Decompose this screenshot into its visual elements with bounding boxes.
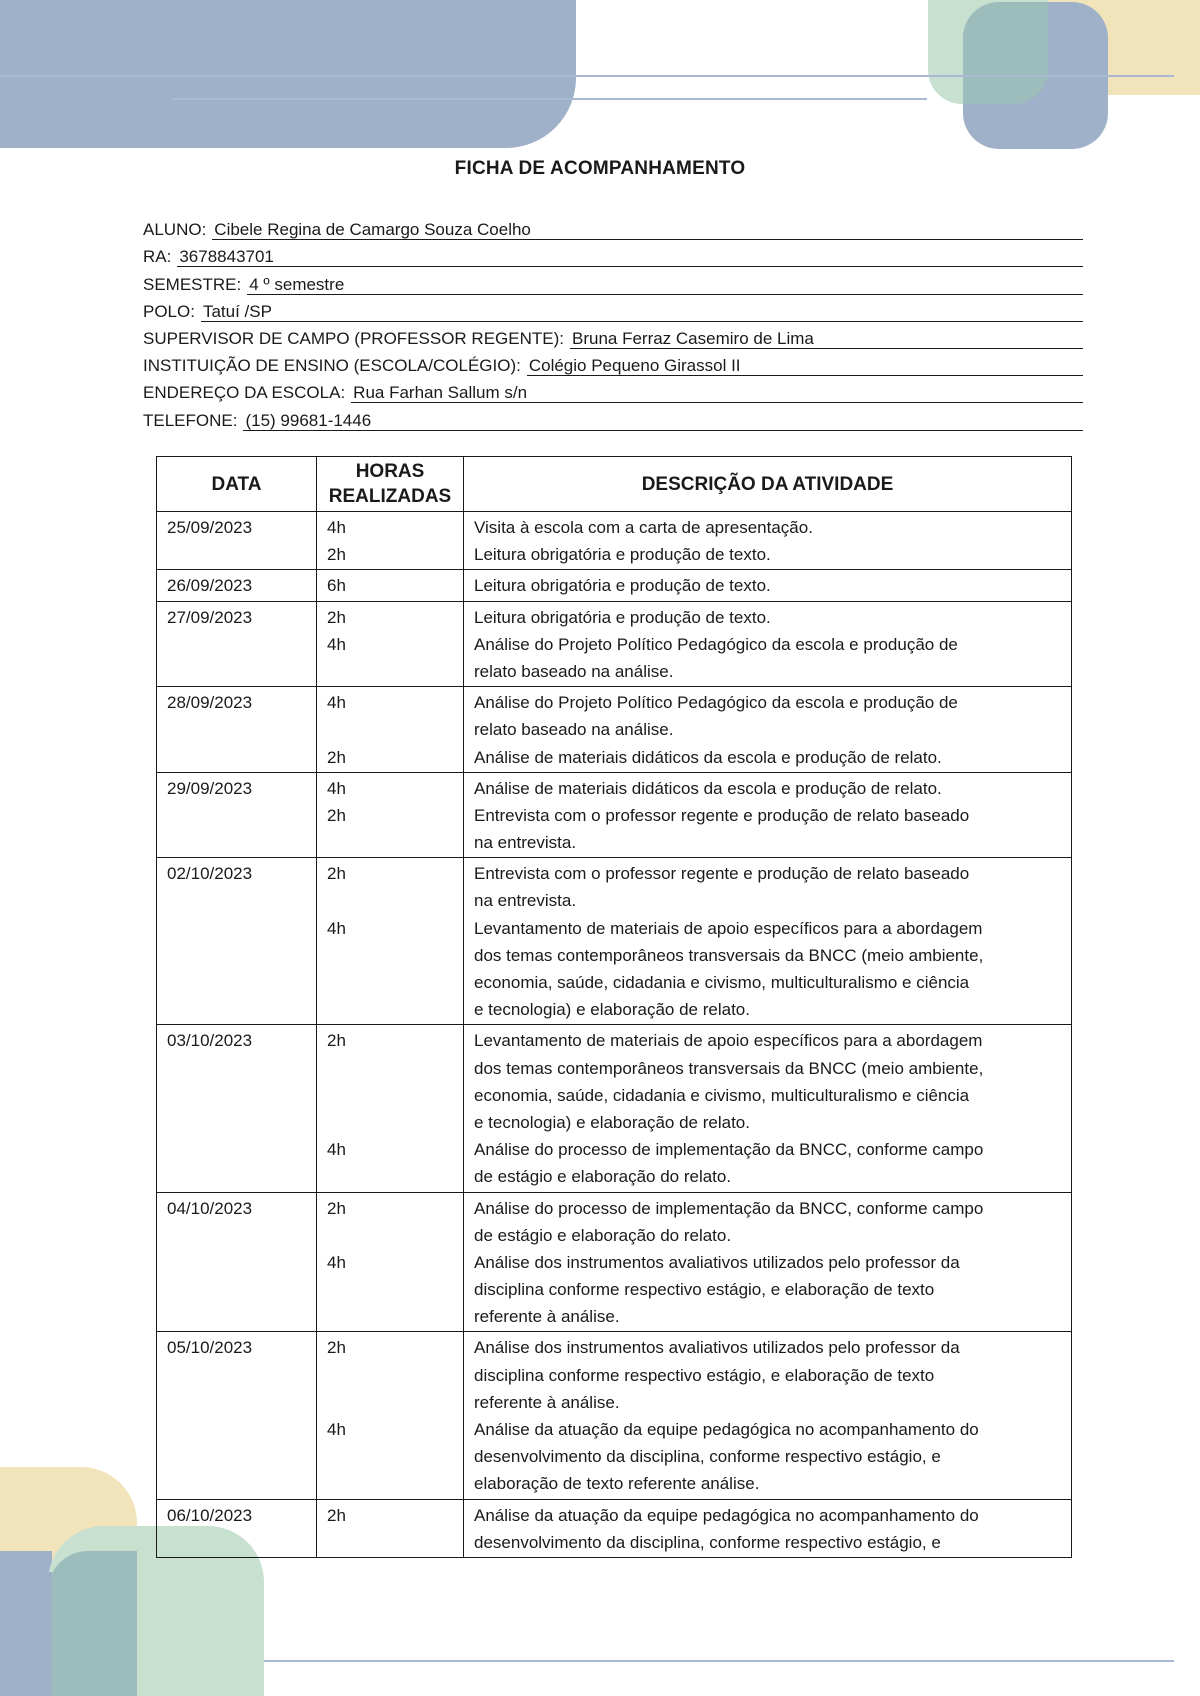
hours-spacer	[327, 996, 453, 1023]
hours-value: 4h	[327, 1252, 346, 1272]
description-line: Análise de materiais didáticos da escola e produção de relato.	[474, 747, 942, 767]
cell-description	[464, 512, 1072, 570]
description-line: economia, saúde, cidadania e civismo, multiculturalismo e ciência	[474, 973, 970, 992]
hours-spacer	[327, 1303, 453, 1330]
hours-value: 2h	[327, 1031, 346, 1051]
hours-value: 2h	[327, 607, 346, 627]
date-value: 25/09/2023	[167, 518, 253, 537]
description-line: Análise dos instrumentos avaliativos utilizados pelo professor da	[474, 1252, 960, 1272]
table-row	[157, 1499, 1072, 1557]
description-line: Entrevista com o professor regente e produção de relato baseado	[474, 864, 970, 884]
hours-value: 4h	[327, 918, 346, 938]
date-value: 03/10/2023	[167, 1031, 253, 1051]
hours-value: 2h	[327, 1505, 346, 1525]
field-label: ALUNO:	[143, 220, 207, 240]
footer-overlap-shape	[48, 1551, 137, 1696]
description-line: economia, saúde, cidadania e civismo, multiculturalismo e ciência	[474, 1085, 970, 1105]
cell-date	[157, 1332, 317, 1499]
hours-value: 2h	[327, 1338, 346, 1358]
cell-date	[157, 687, 317, 773]
hours-spacer	[327, 716, 453, 743]
cell-date	[157, 772, 317, 858]
cell-hours	[317, 512, 464, 570]
field-telefone	[143, 403, 1083, 430]
footer-rule	[264, 1660, 1174, 1662]
description-line: Entrevista com o professor regente e produção de relato baseado	[474, 805, 970, 825]
field-aluno	[143, 213, 1083, 240]
hours-value: 4h	[327, 634, 346, 654]
hours-value: 2h	[327, 864, 346, 884]
date-value: 27/09/2023	[167, 607, 253, 627]
cell-date	[157, 1499, 317, 1557]
description-line: relato baseado na análise.	[474, 661, 674, 681]
description-line: Leitura obrigatória e produção de texto.	[474, 545, 771, 565]
description-line: na entrevista.	[474, 891, 577, 911]
description-line: disciplina conforme respectivo estágio, e elaboração de texto	[474, 1280, 935, 1300]
hours-spacer	[327, 1163, 453, 1190]
field-ra	[143, 240, 1083, 267]
hours-value: 4h	[327, 1420, 346, 1439]
cell-description	[464, 1025, 1072, 1192]
hours-spacer	[327, 1082, 453, 1109]
description-line: de estágio e elaboração do relato.	[474, 1225, 732, 1245]
description-line: dos temas contemporâneos transversais da BNCC (meio ambiente,	[474, 945, 984, 965]
footer-blue-square	[0, 1572, 52, 1696]
field-value: 4 º semestre	[247, 275, 1083, 295]
description-line: referente à análise.	[474, 1392, 620, 1412]
description-line: referente à análise.	[474, 1307, 620, 1327]
header-blue-shape	[0, 0, 576, 148]
cell-hours	[317, 1025, 464, 1192]
field-value: Cibele Regina de Camargo Souza Coelho	[212, 220, 1083, 240]
hours-spacer	[327, 969, 453, 996]
cell-hours	[317, 772, 464, 858]
table-row	[157, 1025, 1072, 1192]
hours-spacer	[327, 1389, 453, 1416]
cell-hours	[317, 1499, 464, 1557]
hours-value: 4h	[327, 518, 346, 537]
hours-value: 4h	[327, 1140, 346, 1160]
cell-hours	[317, 687, 464, 773]
field-supervisor	[143, 322, 1083, 349]
description-line: Levantamento de materiais de apoio específicos para a abordagem	[474, 1031, 983, 1051]
hours-spacer	[327, 1529, 453, 1556]
header-hours	[317, 457, 464, 512]
field-label: RA:	[143, 247, 172, 267]
cell-date	[157, 858, 317, 1025]
description-line: e tecnologia) e elaboração de relato.	[474, 1000, 750, 1020]
hours-value: 2h	[327, 545, 346, 565]
field-label: ENDEREÇO DA ESCOLA:	[143, 383, 346, 403]
description-line: dos temas contemporâneos transversais da BNCC (meio ambiente,	[474, 1058, 984, 1078]
table-row	[157, 858, 1072, 1025]
description-line: relato baseado na análise.	[474, 720, 674, 740]
hours-spacer	[327, 942, 453, 969]
cell-hours	[317, 1192, 464, 1332]
field-instituicao	[143, 349, 1083, 376]
field-value: Bruna Ferraz Casemiro de Lima	[570, 329, 1083, 349]
date-value: 05/10/2023	[167, 1338, 253, 1358]
field-label: INSTITUIÇÃO DE ENSINO (ESCOLA/COLÉGIO):	[143, 356, 521, 376]
date-value: 04/10/2023	[167, 1198, 253, 1218]
page-title: FICHA DE ACOMPANHAMENTO	[454, 158, 746, 179]
hours-spacer	[327, 1362, 453, 1389]
table-row	[157, 512, 1072, 570]
field-label: SEMESTRE:	[143, 274, 242, 294]
header-overlap-shape	[963, 2, 1048, 104]
hours-value: 6h	[327, 576, 346, 596]
description-line: Análise de materiais didáticos da escola e produção de relato.	[474, 778, 942, 798]
hours-value: 4h	[327, 693, 346, 713]
hours-value: 2h	[327, 747, 346, 767]
description-line: Análise do processo de implementação da BNCC, conforme campo	[474, 1140, 984, 1160]
field-label: TELEFONE:	[143, 410, 238, 430]
hours-value: 4h	[327, 778, 346, 798]
hours-spacer	[327, 1109, 453, 1136]
hours-value: 2h	[327, 1198, 346, 1218]
header-description: DESCRIÇÃO DA ATIVIDADE	[464, 457, 1072, 512]
description-line: na entrevista.	[474, 833, 577, 853]
hours-spacer	[327, 658, 453, 685]
description-line: Visita à escola com a carta de apresentação.	[474, 518, 813, 537]
header-rule-2	[172, 98, 927, 100]
description-line: Análise dos instrumentos avaliativos utilizados pelo professor da	[474, 1338, 960, 1358]
field-semestre	[143, 267, 1083, 294]
description-line: Análise da atuação da equipe pedagógica no acompanhamento do	[474, 1505, 979, 1525]
activity-table	[156, 456, 1072, 1558]
cell-date	[157, 1025, 317, 1192]
field-label: SUPERVISOR DE CAMPO (PROFESSOR REGENTE):	[143, 328, 564, 348]
cell-description	[464, 1192, 1072, 1332]
date-value: 02/10/2023	[167, 864, 253, 884]
description-line: Análise da atuação da equipe pedagógica no acompanhamento do	[474, 1420, 979, 1439]
table-row	[157, 601, 1072, 687]
description-line: Análise do Projeto Político Pedagógico da escola e produção de	[474, 693, 958, 713]
cell-date	[157, 601, 317, 687]
cell-hours	[317, 601, 464, 687]
description-line: disciplina conforme respectivo estágio, e elaboração de texto	[474, 1365, 935, 1385]
hours-spacer	[327, 1222, 453, 1249]
hours-value: 2h	[327, 805, 346, 825]
description-line: e tecnologia) e elaboração de relato.	[474, 1112, 750, 1132]
description-line: Leitura obrigatória e produção de texto.	[474, 607, 771, 627]
field-value: Rua Farhan Sallum s/n	[351, 383, 1083, 403]
hours-spacer	[327, 1276, 453, 1303]
table-row	[157, 687, 1072, 773]
cell-date	[157, 1192, 317, 1332]
date-value: 29/09/2023	[167, 778, 253, 798]
field-value: Colégio Pequeno Girassol II	[527, 356, 1083, 376]
cell-hours	[317, 858, 464, 1025]
description-line: Levantamento de materiais de apoio específicos para a abordagem	[474, 918, 983, 938]
cell-description	[464, 601, 1072, 687]
description-line: de estágio e elaboração do relato.	[474, 1167, 732, 1187]
description-line: desenvolvimento da disciplina, conforme respectivo estágio, e	[474, 1532, 941, 1552]
cell-description	[464, 1332, 1072, 1499]
description-line: Análise do Projeto Político Pedagógico da escola e produção de	[474, 634, 958, 654]
header-hours-line-1: HORAS	[355, 461, 425, 482]
cell-hours	[317, 570, 464, 601]
table-row	[157, 1332, 1072, 1499]
cell-description	[464, 772, 1072, 858]
header-date: DATA	[157, 457, 317, 512]
table-row	[157, 1192, 1072, 1332]
field-value: (15) 99681-1446	[243, 411, 1083, 431]
field-endereco	[143, 376, 1083, 403]
description-line: Análise do processo de implementação da BNCC, conforme campo	[474, 1198, 984, 1218]
cell-description	[464, 1499, 1072, 1557]
hours-spacer	[327, 1443, 453, 1470]
hours-spacer	[327, 887, 453, 914]
table-row	[157, 570, 1072, 601]
cell-date	[157, 570, 317, 601]
field-label: POLO:	[143, 301, 195, 321]
field-value: Tatuí /SP	[201, 302, 1083, 322]
cell-date	[157, 512, 317, 570]
field-polo	[143, 295, 1083, 322]
table-row	[157, 772, 1072, 858]
student-info	[143, 213, 1083, 431]
hours-spacer	[327, 1470, 453, 1497]
date-value: 26/09/2023	[167, 576, 253, 596]
description-line: Leitura obrigatória e produção de texto.	[474, 576, 771, 596]
header-rule-1	[0, 75, 1174, 77]
description-line: desenvolvimento da disciplina, conforme respectivo estágio, e	[474, 1447, 941, 1467]
hours-spacer	[327, 1055, 453, 1082]
cell-description	[464, 687, 1072, 773]
table-body	[157, 512, 1072, 1558]
date-value: 28/09/2023	[167, 693, 253, 713]
table-header-row	[157, 457, 1072, 512]
header-hours-line-2: REALIZADAS	[328, 486, 452, 507]
description-line: elaboração de texto referente análise.	[474, 1474, 760, 1494]
cell-description	[464, 858, 1072, 1025]
cell-description	[464, 570, 1072, 601]
date-value: 06/10/2023	[167, 1505, 253, 1525]
cell-hours	[317, 1332, 464, 1499]
hours-spacer	[327, 829, 453, 856]
field-value: 3678843701	[177, 247, 1083, 267]
